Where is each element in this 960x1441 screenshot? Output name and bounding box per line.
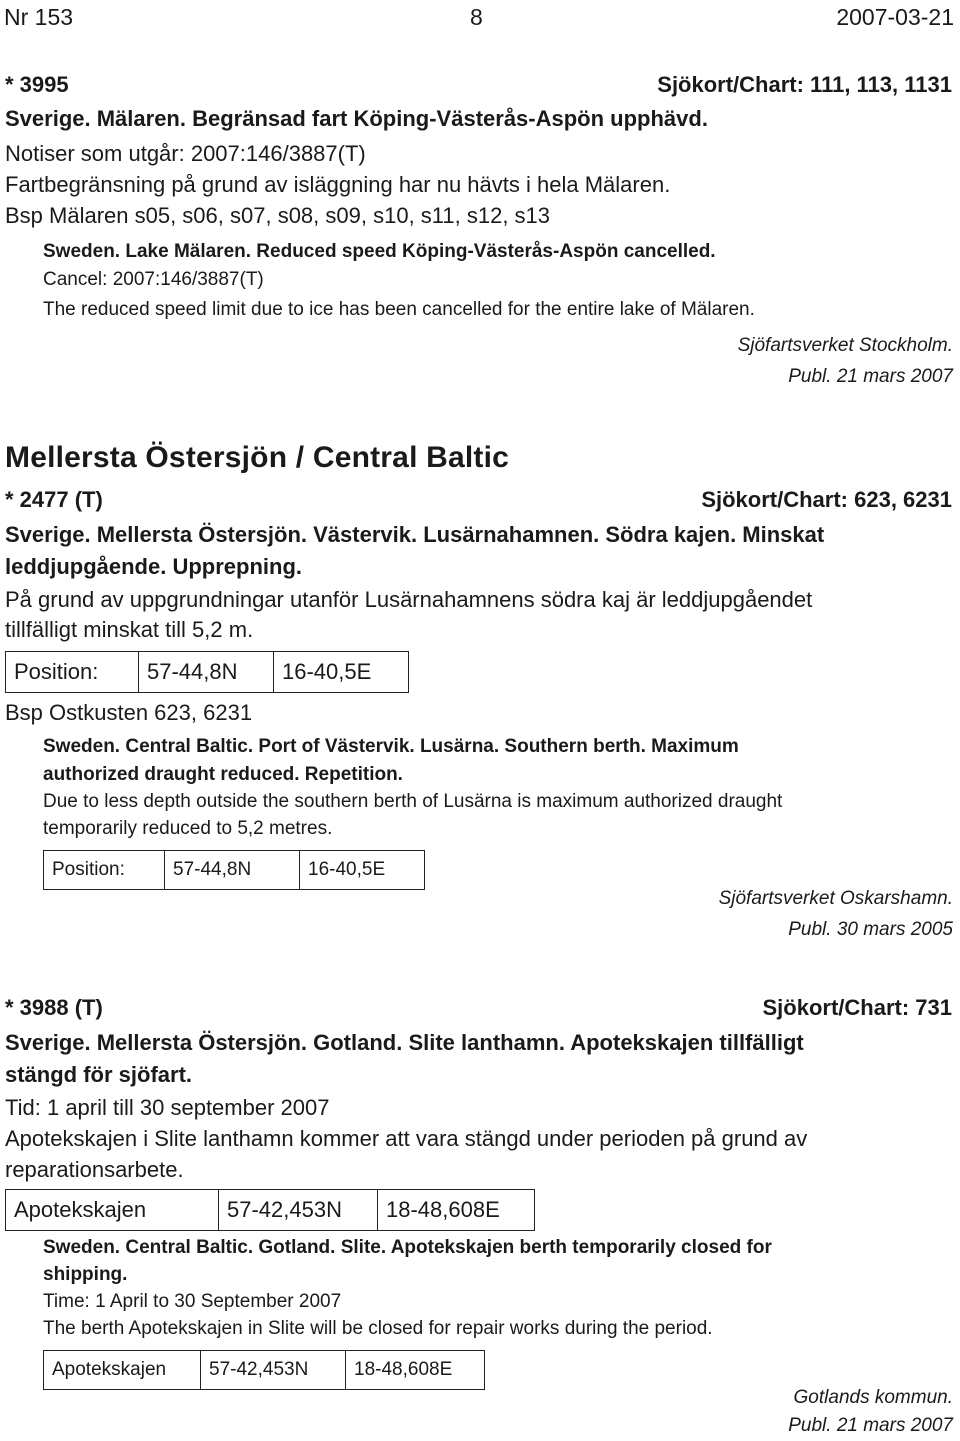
notice-title-sv: leddjupgående. Upprepning. (5, 554, 302, 579)
publication-date: Publ. 30 mars 2005 (788, 919, 953, 940)
notice-number: * 3988 (T) (5, 995, 103, 1020)
position-label: Apotekskajen (44, 1351, 201, 1390)
position-table (43, 850, 425, 890)
notice-title-en: Sweden. Central Baltic. Gotland. Slite. Apotekskajen berth temporarily closed for (43, 1237, 772, 1258)
publication-date: Publ. 21 mars 2007 (788, 366, 953, 387)
notice-text-sv: Apotekskajen i Slite lanthamn kommer att vara stängd under perioden på grund av (5, 1126, 808, 1151)
notice-text-sv: Notiser som utgår: 2007:146/3887(T) (5, 141, 366, 166)
notice-bsp: Bsp Ostkusten 623, 6231 (5, 700, 253, 725)
page-number: 8 (470, 4, 483, 30)
notice-title-sv: Sverige. Mälaren. Begränsad fart Köping-Västerås-Aspön upphävd. (5, 106, 708, 131)
notice-text-sv: På grund av uppgrundningar utanför Lusärnahamnens södra kaj är leddjupgåendet (5, 587, 813, 612)
notice-number: * 3995 (5, 72, 69, 97)
chart-reference: Sjökort/Chart: 731 (762, 995, 952, 1020)
notice-time-sv: Tid: 1 april till 30 september 2007 (5, 1095, 330, 1120)
notice-text-en: The reduced speed limit due to ice has been cancelled for the entire lake of Mälaren. (43, 299, 755, 320)
issue-number: Nr 153 (4, 4, 74, 30)
notice-text-en: The berth Apotekskajen in Slite will be closed for repair works during the period. (43, 1318, 713, 1339)
latitude: 57-42,453N (201, 1351, 346, 1390)
notice-title-en: authorized draught reduced. Repetition. (43, 764, 403, 785)
position-label: Position: (44, 851, 165, 890)
notice-text-sv: reparationsarbete. (5, 1157, 184, 1182)
authority: Gotlands kommun. (793, 1387, 953, 1408)
authority: Sjöfartsverket Stockholm. (737, 335, 953, 356)
notice-text-en: temporarily reduced to 5,2 metres. (43, 818, 333, 839)
publication-date: Publ. 21 mars 2007 (788, 1415, 953, 1436)
position-table (5, 1189, 535, 1231)
authority: Sjöfartsverket Oskarshamn. (718, 888, 953, 909)
notice-title-en: Sweden. Lake Mälaren. Reduced speed Köping-Västerås-Aspön cancelled. (43, 241, 716, 262)
latitude: 57-42,453N (219, 1190, 378, 1231)
chart-reference: Sjökort/Chart: 111, 113, 1131 (657, 72, 952, 97)
notice-text-sv: Bsp Mälaren s05, s06, s07, s08, s09, s10, s11, s12, s13 (5, 203, 551, 228)
notice-text-en: Cancel: 2007:146/3887(T) (43, 269, 264, 290)
section-title: Mellersta Östersjön / Central Baltic (5, 441, 510, 474)
latitude: 57-44,8N (165, 851, 300, 890)
latitude: 57-44,8N (139, 652, 274, 693)
position-table (43, 1350, 485, 1390)
notice-title-en: Sweden. Central Baltic. Port of Västervik. Lusärna. Southern berth. Maximum (43, 736, 739, 757)
notice-title-en: shipping. (43, 1264, 128, 1285)
position-table (5, 651, 409, 693)
position-label: Apotekskajen (6, 1190, 219, 1231)
position-label: Position: (6, 652, 139, 693)
longitude: 16-40,5E (300, 851, 425, 890)
notice-text-en: Due to less depth outside the southern berth of Lusärna is maximum authorized draught (43, 791, 783, 812)
longitude: 18-48,608E (378, 1190, 535, 1231)
notice-text-sv: Fartbegränsning på grund av isläggning har nu hävts i hela Mälaren. (5, 172, 671, 197)
notice-text-sv: tillfälligt minskat till 5,2 m. (5, 617, 254, 642)
issue-date: 2007-03-21 (836, 4, 954, 30)
notice-number: * 2477 (T) (5, 487, 103, 512)
longitude: 18-48,608E (346, 1351, 485, 1390)
chart-reference: Sjökort/Chart: 623, 6231 (701, 487, 952, 512)
longitude: 16-40,5E (274, 652, 409, 693)
notice-title-sv: Sverige. Mellersta Östersjön. Gotland. Slite lanthamn. Apotekskajen tillfälligt (5, 1030, 804, 1055)
notice-title-sv: stängd för sjöfart. (5, 1062, 193, 1087)
notice-title-sv: Sverige. Mellersta Östersjön. Västervik. Lusärnahamnen. Södra kajen. Minskat (5, 522, 825, 547)
notice-time-en: Time: 1 April to 30 September 2007 (43, 1291, 342, 1312)
